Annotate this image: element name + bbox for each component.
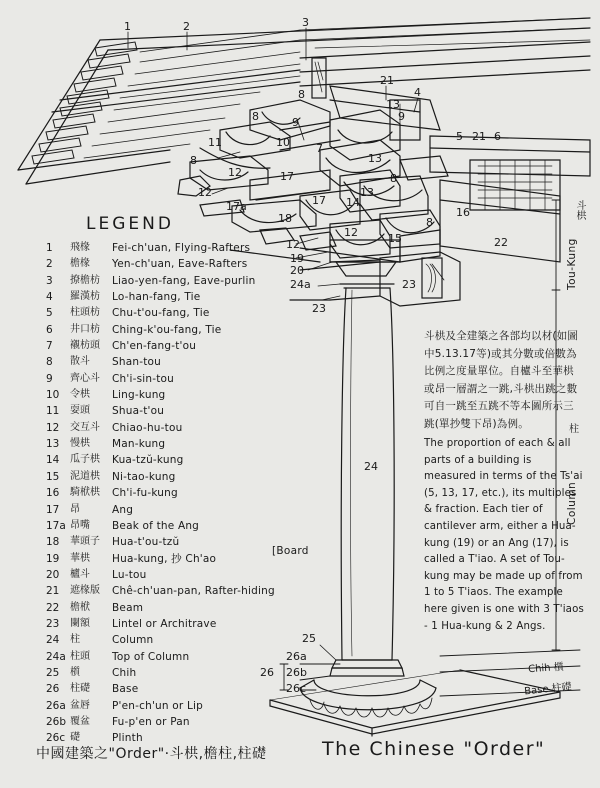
legend-item-number: 20 [46,568,60,581]
legend-item-number: 22 [46,601,60,614]
legend-item-chinese: 泥道栱 [70,470,100,482]
legend-item [46,371,336,387]
legend-item [46,714,336,730]
legend-item-chinese: 櫍 [70,666,80,678]
legend-item-chinese: 檐椽 [70,258,90,270]
base-label: Base 柱礎 [523,681,573,698]
callout-8b: 8 [252,110,259,123]
legend-item-number: 7 [46,340,53,353]
legend-item-number: 6 [46,323,53,336]
legend-item-number: 10 [46,389,60,402]
legend-item [46,436,336,452]
callout-12d: 12 [286,238,300,251]
legend-item-chinese: 柱頭 [70,650,90,662]
legend-item-chinese: 慢栱 [70,438,90,450]
legend-item-english: Shan-tou [112,356,161,369]
legend-item [46,240,336,256]
legend-item-number: 9 [46,372,53,385]
callout-15: 15 [388,232,402,245]
callout-26b: 26b [286,666,307,679]
eave-purlin-drawing [300,42,590,98]
legend-item-number: 25 [46,666,60,679]
legend-item [46,387,336,403]
legend-item [46,256,336,272]
legend-item [46,338,336,354]
legend-item-chinese: 昂嘴 [70,519,90,531]
callout-8d: 8 [390,172,397,185]
legend-item-number: 3 [46,274,53,287]
callout-8: 8 [298,88,305,101]
callout-18: 18 [278,212,292,225]
callout-8c: 8 [190,154,197,167]
legend-item [46,502,336,518]
legend-item-chinese: 羅漢枋 [70,291,100,303]
legend-item-chinese: 覆盆 [70,715,90,727]
callout-26c: 26c [286,682,307,695]
footer-english-title: The Chinese "Order" [322,738,546,760]
legend-item-chinese: 昂 [70,503,80,515]
legend-item-chinese: 散斗 [70,356,90,368]
legend-item-chinese: 柱 [70,634,80,646]
legend-item-chinese: 井口枋 [70,323,100,335]
legend-item [46,289,336,305]
legend-item-chinese: 耍頭 [70,405,90,417]
legend-item [46,469,336,485]
legend-item-number: 13 [46,438,60,451]
legend-item-chinese: 柱礎 [70,683,90,695]
legend-item [46,698,336,714]
callout-25: 25 [302,632,316,645]
legend-title: LEGEND [86,214,174,234]
legend-item-english: Ching-k'ou-fang, Tie [112,323,222,336]
legend-item-chinese: 襯枋頭 [70,340,100,352]
callout-23: 23 [402,278,416,291]
note-english: The proportion of each & all parts of a building is measured in terms of the Ts'ai (5, 13, 17, etc.), its multiples & fraction. Each tier of cantilever arm, either a Hua-kung (19) or an Ang (17), is called a T'iao. A set of Tou-kung may be made up of from 1 to 5 T'iaos. The example here given is one with 3 T'iaos - 1 Hua-kung & 2 Angs. [424,438,584,632]
callout-24a: 24a [290,278,311,291]
callout-20: 20 [290,264,304,277]
legend-item [46,322,336,338]
legend-item-english: Lo-han-fang, Tie [112,291,201,304]
callout-9b: 9 [292,116,299,129]
legend-item-chinese: 令栱 [70,389,90,401]
legend-item-chinese: 櫨斗 [70,568,90,580]
column-label: Column [566,481,578,525]
callout-1: 1 [124,20,131,33]
callout-6: 6 [494,130,501,143]
legend-item-english: Ling-kung [112,389,166,402]
legend-item-english: Shua-t'ou [112,405,165,418]
tou-kung-zh-label: 斗栱 [574,200,585,220]
callout-9: 9 [398,110,405,123]
legend-item-chinese: 騎栿栱 [70,487,100,499]
legend-item [46,354,336,370]
callout-24: 24 [364,460,378,473]
legend-item-english: Beak of the Ang [112,519,200,532]
callout-26a: 26a [286,650,307,663]
callout-13: 13 [386,98,400,111]
callout-12c: 12 [344,226,358,239]
legend-item-number: 26 [46,683,60,696]
legend-item-number: 17 [46,503,60,516]
legend-item-english: Column [112,634,154,647]
legend-item [46,681,336,697]
chih-drawing [330,660,404,676]
legend-item-english: Kua-tzŭ-kung [112,454,184,467]
legend-item [46,600,336,616]
legend-item-english: Fu-p'en or Pan [112,715,190,728]
legend-item-number: 21 [46,585,60,598]
legend-item-chinese: 撩檐枋 [70,274,100,286]
legend-item-english: Liao-yen-fang, Eave-purlin [112,274,256,287]
legend-item-number: 4 [46,291,53,304]
legend-item [46,567,336,583]
legend-item-number: 5 [46,307,53,320]
callout-19: 19 [290,252,304,265]
legend-item-number: 8 [46,356,53,369]
legend-item-english: Lintel or Architrave [112,617,217,630]
legend-item [46,616,336,632]
callout-13b: 13 [368,152,382,165]
note-chinese: 斗栱及全建築之各部均以材(如圖中5.13.17等)或其分數或倍數為比例之度量單位。自櫨斗至華栱或昂一層謂之一跳,斗栱出跳之數可自一跳至五跳不等本圖所示三跳(單抄雙下昂)為例。 [424,330,579,430]
legend-item-number: 2 [46,258,53,271]
legend-item-number: 1 [46,242,53,254]
legend-item [46,403,336,419]
legend-item-english: Chê-ch'uan-pan, Rafter-hiding [112,585,275,598]
legend-item-number: 23 [46,617,60,630]
legend-item-english: Beam [112,601,144,614]
callout-22: 22 [494,236,508,249]
callout-12: 12 [228,166,242,179]
legend-item [46,632,336,648]
legend-item-chinese: 華栱 [70,552,90,564]
legend-item-chinese: 飛椽 [70,242,90,253]
legend-item-number: 26a [46,699,66,712]
legend-item-chinese: 遮椽版 [70,585,100,597]
legend-item-english: Lu-tou [112,568,147,581]
legend-item-chinese: 闌額 [70,617,90,629]
callout-13c: 13 [360,186,374,199]
legend-item-number: 12 [46,421,60,434]
footer-chinese-title: 中國建築之"Order"·斗栱,檐柱,柱礎 [36,746,267,762]
legend-list [46,240,336,747]
legend-item [46,305,336,321]
legend-item-number: 24a [46,650,66,663]
legend-item-chinese: 柱頭枋 [70,307,100,319]
callout-5: 5 [456,130,463,143]
legend-item-english: Plinth [112,732,143,745]
legend-item-number: 18 [46,536,60,549]
legend-item [46,649,336,665]
legend-item-chinese: 檐栿 [70,601,90,613]
legend-item-english: Yen-ch'uan, Eave-Rafters [112,258,248,271]
callout-8e: 8 [426,216,433,229]
callout-21b: 21 [472,130,486,143]
tou-kung-label: Tou-Kung [566,238,578,290]
legend-item-english: Ang [112,503,134,516]
legend-item-english: Top of Column [112,650,190,663]
legend-item [46,518,336,534]
legend-item-chinese: 瓜子栱 [70,454,100,466]
legend-item-english: Ch'en-fang-t'ou [112,340,197,353]
legend-item-number: 14 [46,454,60,467]
legend-item-number: 26c [46,732,66,745]
legend-item-number: 19 [46,552,60,565]
legend-item-english: Chiao-hu-tou [112,421,183,434]
legend-board-note: [Board [272,545,309,557]
callout-17b: 17 [312,194,326,207]
callout-14: 14 [346,196,360,209]
legend-item-english: Chih [112,666,137,679]
legend-item-english: Ni-tao-kung [112,470,176,483]
callout-17a: 17a [226,200,247,213]
legend-item [46,485,336,501]
legend-item [46,273,336,289]
callout-26: 26 [260,666,274,679]
callout-21: 21 [380,74,394,87]
legend-item-english: P'en-ch'un or Lip [112,699,203,712]
legend-item-english: Ch'i-sin-tou [112,372,175,385]
legend-item-chinese: 盆唇 [70,699,90,711]
legend-item [46,665,336,681]
callout-10: 10 [276,136,290,149]
legend-item-number: 11 [46,405,60,418]
callout-2: 2 [183,20,190,33]
legend-item-number: 17a [46,519,66,532]
legend-item-english: Hua-kung, 抄 Ch'ao [112,552,217,565]
legend-item [46,583,336,599]
legend-item-number: 24 [46,634,60,647]
callout-11: 11 [208,136,222,149]
legend-item-number: 26b [46,715,67,728]
legend-item-english: Man-kung [112,438,166,451]
legend-item-english: Hua-t'ou-tzŭ [112,536,180,549]
legend-item-english: Ch'i-fu-kung [112,487,178,500]
legend-item-number: 15 [46,470,60,483]
legend-item-chinese: 華頭子 [70,536,100,548]
callout-16: 16 [456,206,470,219]
legend-item-chinese: 礎 [70,732,80,744]
callout-7: 7 [316,142,323,155]
legend-item-english: Base [112,683,139,696]
callout-4: 4 [414,86,421,99]
callout-17: 17 [280,170,294,183]
legend-item [46,420,336,436]
legend-item-chinese: 齊心斗 [70,372,100,384]
legend-item-english: Fei-ch'uan, Flying-Rafters [112,242,251,254]
legend-item-chinese: 交互斗 [70,421,100,433]
chih-label: Chih 櫍 [527,661,565,676]
callout-12b: 12 [198,186,212,199]
column-zh-label: 柱 [569,424,579,435]
callout-3: 3 [302,16,309,29]
legend-item-number: 16 [46,487,60,500]
legend-item [46,452,336,468]
legend-item-english: Chu-t'ou-fang, Tie [112,307,210,320]
callout-23b: 23 [312,302,326,315]
